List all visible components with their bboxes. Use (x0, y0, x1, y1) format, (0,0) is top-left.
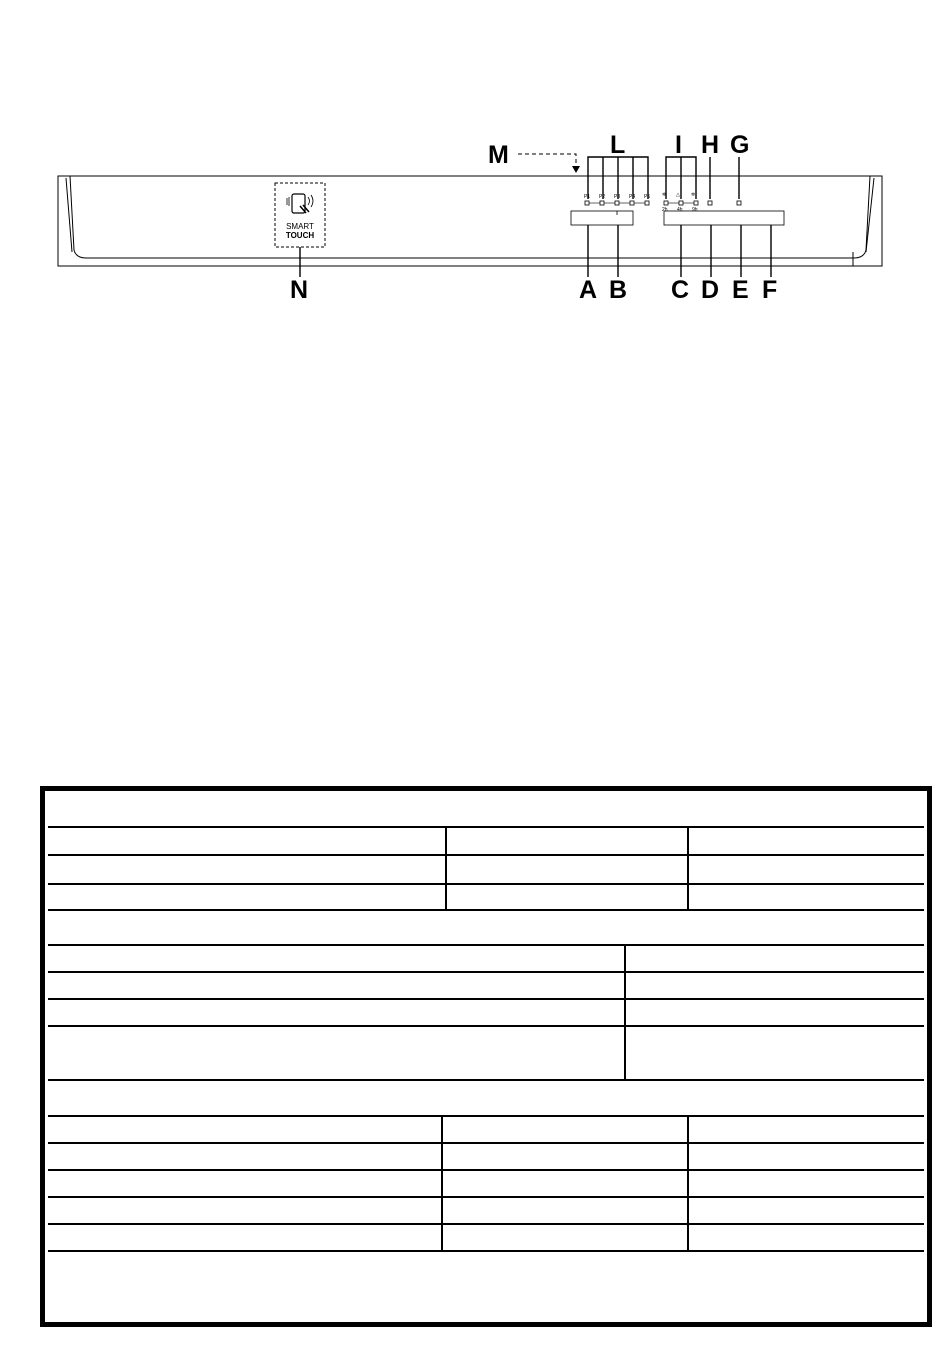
phone-icon (287, 194, 313, 213)
option-label-2h: 2h (662, 207, 668, 213)
program-touch-bar (571, 211, 633, 225)
table-cell (443, 1171, 689, 1196)
smart-touch-line2: TOUCH (285, 231, 315, 240)
specification-table (40, 786, 932, 1327)
table-cell (48, 1000, 626, 1025)
svg-text:✲: ✲ (691, 192, 696, 198)
program-label-p2: P2 (599, 194, 606, 200)
table-cell (689, 856, 924, 883)
table-cell (447, 856, 689, 883)
program-led-p5 (645, 201, 649, 205)
table-cell (626, 946, 924, 971)
table-cell (626, 1000, 924, 1025)
table-cell (48, 1252, 924, 1319)
table-row (48, 856, 924, 885)
table-cell (48, 911, 924, 944)
table-row (48, 1171, 924, 1198)
callout-c: C (671, 276, 690, 304)
table-cell (48, 1225, 443, 1250)
option-touch-bar (664, 211, 784, 225)
table-cell (48, 1081, 924, 1115)
table-cell (443, 1117, 689, 1142)
callout-n: N (290, 276, 309, 304)
program-label-p4: P4 (629, 194, 636, 200)
table-cell (48, 1117, 443, 1142)
table-section-header (48, 794, 924, 828)
program-led-p3 (615, 201, 619, 205)
table-cell (48, 1144, 443, 1169)
table-cell (48, 794, 924, 826)
table-cell (48, 1198, 443, 1223)
callout-m: M (488, 141, 509, 169)
table-cell (447, 885, 689, 909)
callout-l: L (610, 131, 626, 159)
option-led-3 (694, 201, 698, 205)
table-cell (443, 1225, 689, 1250)
callout-b: B (609, 276, 628, 304)
table-cell (443, 1144, 689, 1169)
callout-i: I (675, 131, 682, 159)
table-section-header (48, 1081, 924, 1117)
option-label-9h: 9h (692, 207, 698, 213)
program-led-p4 (630, 201, 634, 205)
table-cell (689, 1225, 924, 1250)
table-cell (48, 885, 447, 909)
table-cell (447, 828, 689, 854)
table-cell (689, 885, 924, 909)
table-cell (689, 1171, 924, 1196)
smart-touch-area (275, 183, 325, 247)
table-row (48, 1117, 924, 1144)
table-cell (626, 1027, 924, 1079)
svg-text:△: △ (676, 192, 680, 198)
table-row (48, 1144, 924, 1171)
table-cell (689, 1117, 924, 1142)
callout-f: F (762, 276, 778, 304)
table-row (48, 973, 924, 1000)
callout-e: E (732, 276, 749, 304)
table-cell (48, 1027, 626, 1079)
table-row (48, 828, 924, 856)
table-cell (689, 1144, 924, 1169)
table-cell (689, 1198, 924, 1223)
table-cell (443, 1198, 689, 1223)
panel-body (58, 176, 882, 266)
table-row (48, 1225, 924, 1252)
table-row (48, 946, 924, 973)
callout-a: A (579, 276, 598, 304)
smart-touch-line1: SMART (286, 222, 314, 231)
indicator-led-h (708, 201, 712, 205)
table-row (48, 1198, 924, 1225)
table-row (48, 885, 924, 911)
table-cell (48, 973, 626, 998)
table-cell (689, 828, 924, 854)
table-cell (48, 828, 447, 854)
table-cell (48, 1171, 443, 1196)
control-panel-diagram (0, 0, 950, 320)
program-led-p1 (585, 201, 589, 205)
option-led-1 (664, 201, 668, 205)
table-row (48, 1000, 924, 1027)
m-dashed-arrow (518, 154, 580, 173)
program-label-p3: P3 (614, 194, 621, 200)
callout-h: H (701, 131, 720, 159)
table-row (48, 1252, 924, 1319)
table-cell (626, 973, 924, 998)
table-cell (48, 946, 626, 971)
indicator-led-g (737, 201, 741, 205)
option-indicators (662, 192, 741, 213)
program-led-p2 (600, 201, 604, 205)
svg-text:✲: ✲ (662, 192, 667, 198)
callout-g: G (730, 131, 750, 159)
option-label-4h: 4h (677, 207, 683, 213)
program-indicators (584, 194, 650, 205)
table-row (48, 1027, 924, 1081)
table-cell (48, 856, 447, 883)
callout-d: D (701, 276, 720, 304)
table-section-header (48, 911, 924, 946)
program-label-p5: P5 (644, 194, 651, 200)
leader-lines (300, 157, 771, 277)
program-label-p1: P1 (584, 194, 591, 200)
option-led-2 (679, 201, 683, 205)
